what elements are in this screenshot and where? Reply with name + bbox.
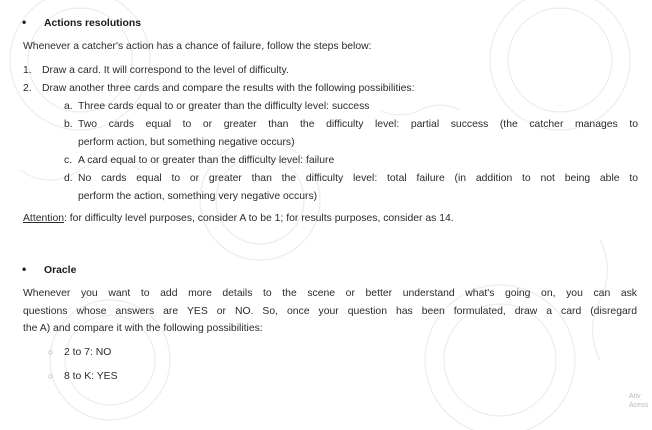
oracle-option: [48, 344, 111, 362]
outcome-text-continued: perform the action, something very negative occurs): [78, 190, 318, 202]
section-heading-oracle: [22, 261, 76, 280]
step-item: [23, 80, 415, 98]
step-text: Draw a card. It will correspond to the level of difficulty.: [42, 65, 289, 76]
oracle-option: [48, 368, 118, 386]
outcome-letter: d.: [64, 173, 73, 184]
outcome-item: [64, 98, 638, 116]
outcome-text: Two cards equal to or greater than the difficulty level: partial success (the catcher manages to: [78, 119, 638, 130]
option-text: 8 to K: YES: [64, 371, 118, 382]
heading-text: Actions resolutions: [44, 18, 141, 29]
oracle-line: questions whose answers are YES or NO. So, once your question has been formulated, draw a card (disregard: [23, 305, 637, 317]
outcome-item: [64, 170, 638, 205]
intro-paragraph: Whenever a catcher's action has a chance of failure, follow the steps below:: [23, 41, 372, 52]
step-text: Draw another three cards and compare the results with the following possibilities:: [42, 83, 415, 94]
outcome-text: Three cards equal to or greater than the difficulty level: success: [78, 101, 370, 112]
outcome-letter: b.: [64, 119, 73, 130]
step-number: 1.: [23, 65, 32, 76]
step-number: 2.: [23, 83, 32, 94]
heading-text: Oracle: [44, 265, 77, 276]
outcome-text: A card equal to or greater than the difficulty level: failure: [78, 155, 335, 166]
option-text: 2 to 7: NO: [64, 347, 112, 358]
outcome-letter: c.: [64, 155, 73, 166]
oracle-line: the A) and compare it with the following possibilities:: [23, 323, 263, 334]
outcome-letter: a.: [64, 101, 73, 112]
outcome-item: [64, 116, 638, 151]
circle-bullet-icon: ○: [48, 371, 54, 381]
watermark-line: Ativ: [628, 393, 641, 400]
step-item: [23, 62, 289, 80]
outcome-text-continued: perform action, but something negative occurs): [78, 136, 295, 148]
bullet-icon: •: [22, 15, 27, 29]
circle-bullet-icon: ○: [48, 347, 54, 357]
attention-text: : for difficulty level purposes, consider A to be 1; for results purposes, consider as 14.: [64, 213, 454, 224]
oracle-paragraph: [23, 285, 637, 338]
activation-watermark: [629, 392, 648, 410]
bullet-icon: •: [22, 262, 27, 276]
section-heading-actions: [22, 14, 141, 33]
attention-label: Attention: [23, 213, 65, 224]
watermark-line: Acess: [628, 402, 648, 409]
oracle-line: Whenever you want to add more details to the scene or better understand what's going on, you can ask: [23, 288, 637, 299]
outcome-item: [64, 152, 638, 170]
outcome-text: No cards equal to or greater than the difficulty level: total failure (in addition to not being able to: [78, 173, 638, 184]
attention-note: [23, 210, 637, 228]
